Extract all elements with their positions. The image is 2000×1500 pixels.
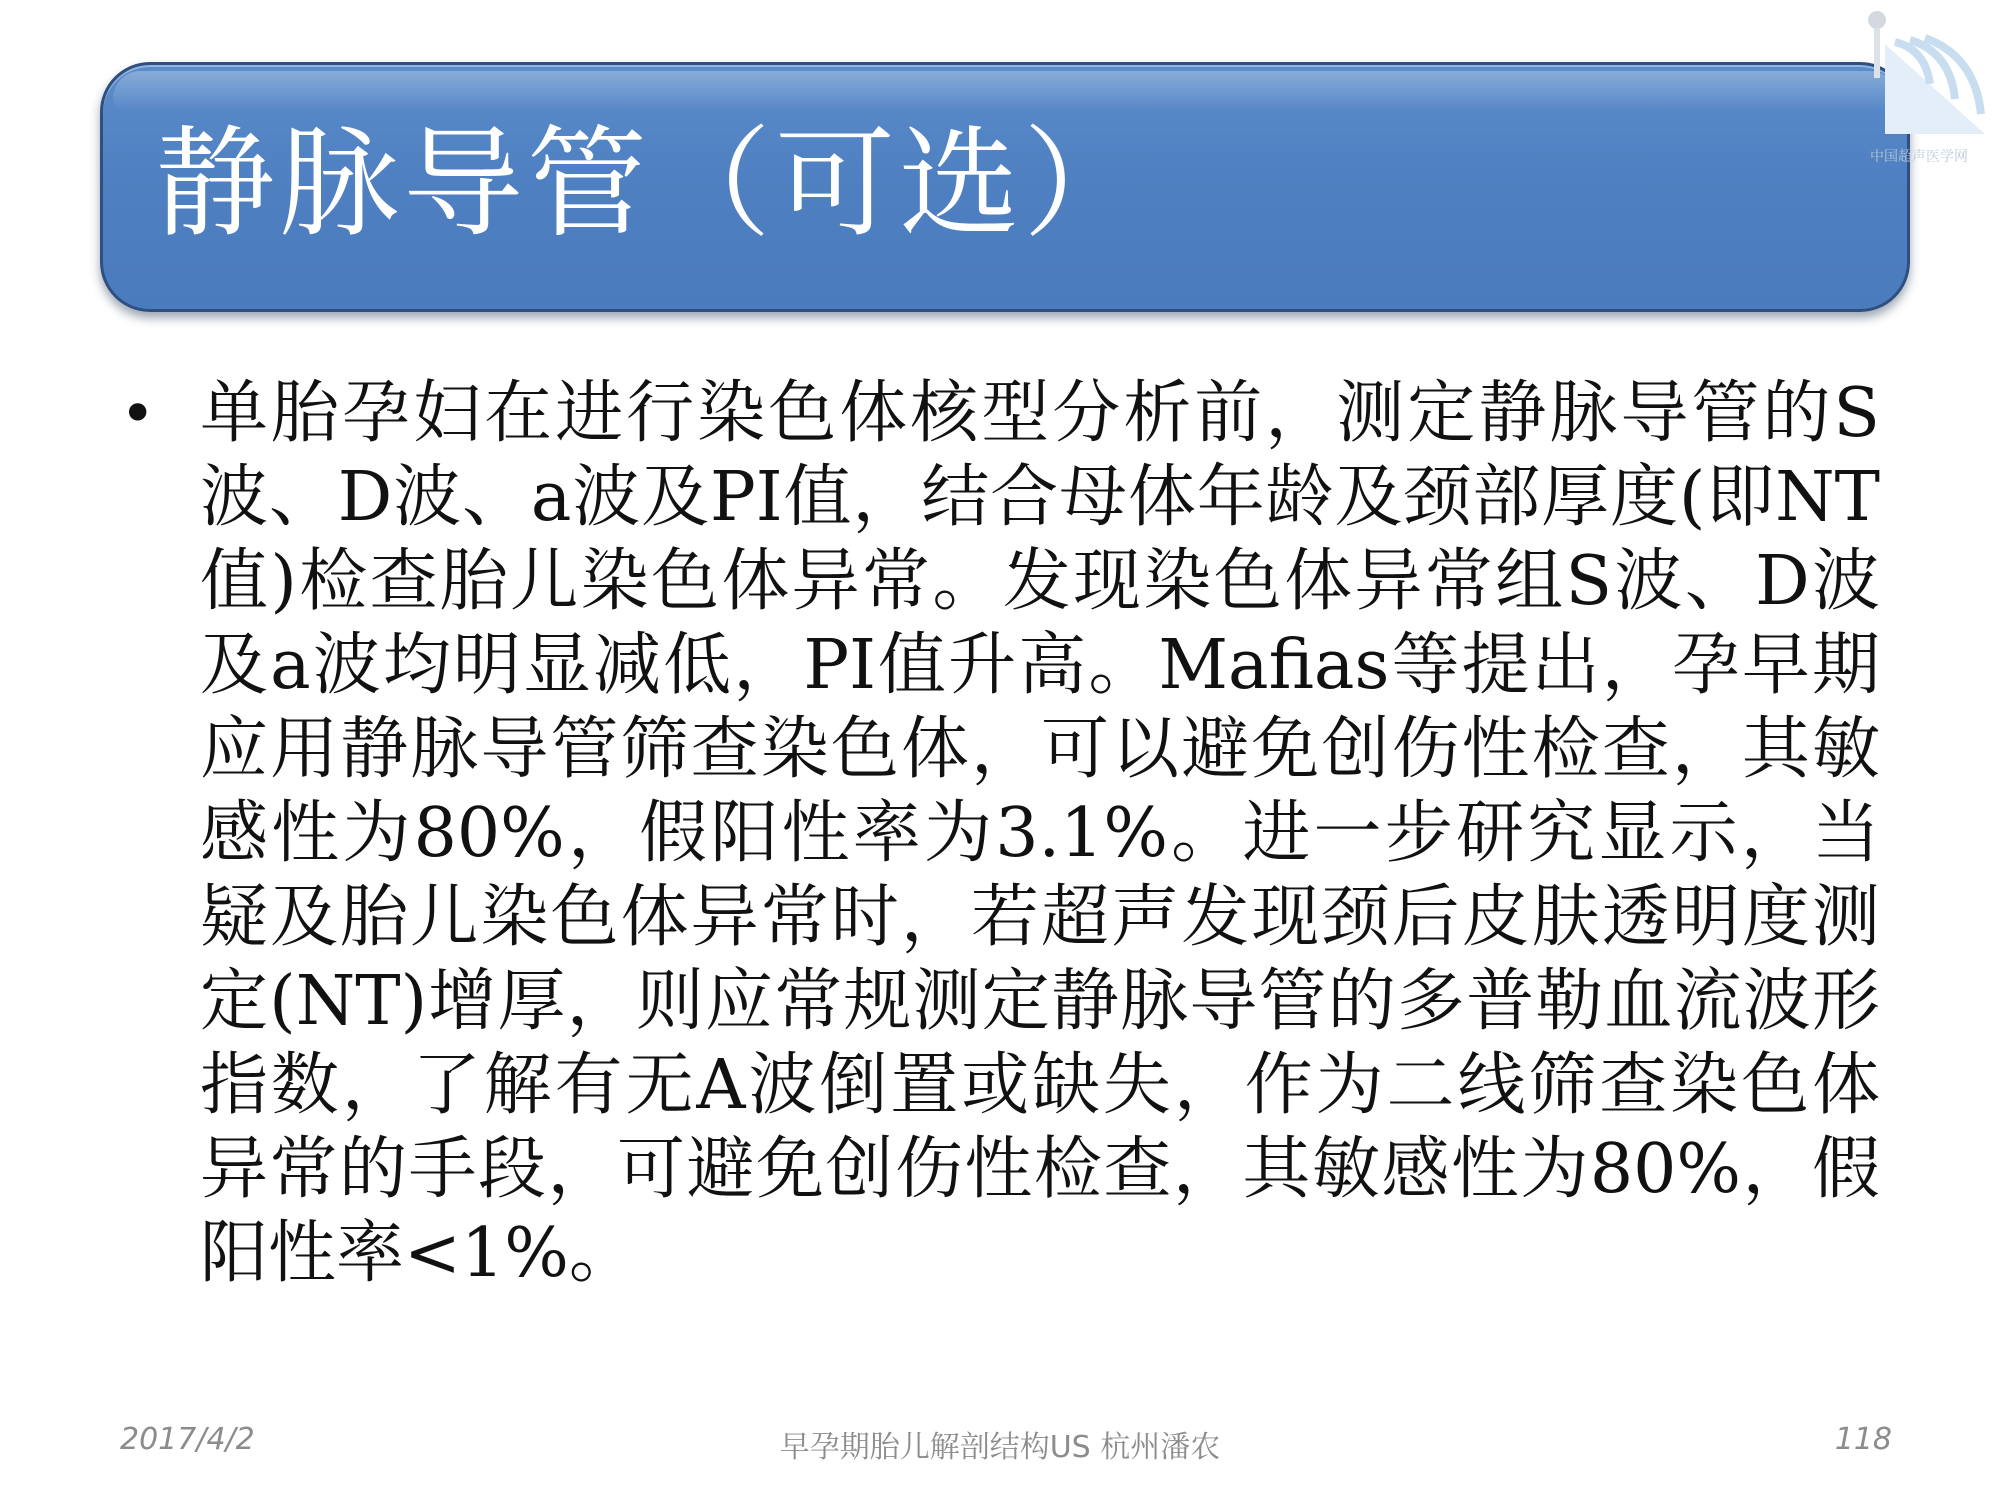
logo-text: 中国超声医学网 [1870,149,1968,165]
page-number: 118 [1834,1422,1892,1457]
title-banner [100,62,1910,312]
ultrasound-logo-icon [1855,4,1995,164]
footer-date: 2017/4/2 [120,1422,255,1457]
body-paragraph: 单胎孕妇在进行染色体核型分析前，测定静脉导管的S波、D波、a波及PI值，结合母体年龄及颈部厚度(即NT值)检查胎儿染色体异常。发现染色体异常组S波、D波及a波均明显减低，PI值升高。Mafias等提出，孕早期应用静脉导管筛查染色体，可以避免创伤性检查，其敏感性为80%，假阳性率为3.1%。进一步研究显示，当疑及胎儿染色体异常时，若超声发现颈后皮肤透明度测定(NT)增厚，则应常规测定静脉导管的多普勒血流波形指数，了解有无A波倒置或缺失，作为二线筛查染色体异常的手段，可避免创伤性检查，其敏感性为80%，假阳性率<1%。 [200,374,1880,1293]
slide-title: 静脉导管（可选） [155,115,1147,254]
footer-center-text: 早孕期胎儿解剖结构US 杭州潘农 [779,1430,1221,1465]
bullet-marker: • [120,379,156,449]
